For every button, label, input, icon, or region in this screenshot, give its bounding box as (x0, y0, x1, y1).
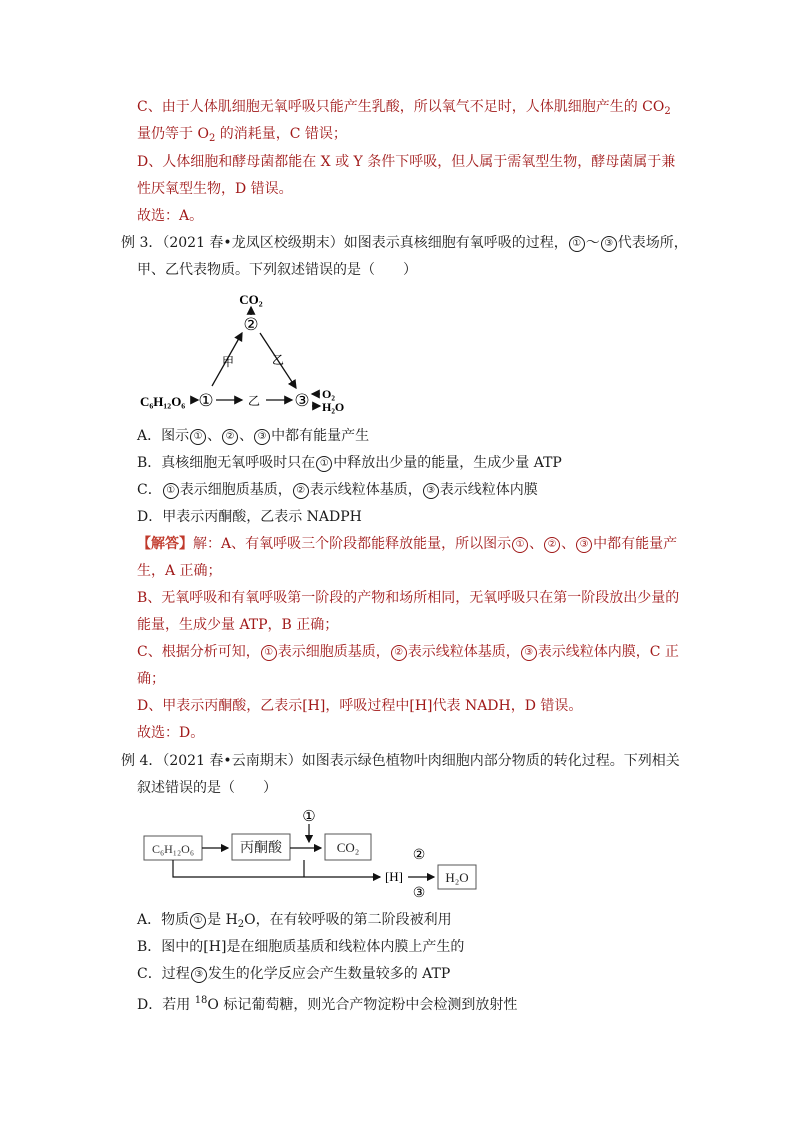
pyruvate-label: 丙酮酸 (240, 841, 282, 856)
text: 中都有能量产生 (271, 428, 370, 444)
solution-line6: 确； (137, 671, 165, 687)
node-3: ③ (294, 391, 310, 410)
text: 中都有能量产 (593, 536, 678, 552)
respiration-cycle-diagram (136, 288, 366, 418)
h2o-label: H₂O (445, 870, 469, 885)
co2-label: CO₂ (239, 292, 263, 307)
example3-option-b (137, 453, 562, 473)
node-1: ① (198, 391, 214, 410)
circled-1: ① (190, 913, 206, 929)
solution-line4: 能量，生成少量 ATP，B 正确； (137, 617, 339, 633)
example3-question-line1 (121, 233, 688, 253)
example4-option-c (137, 964, 450, 984)
glucose-label: C₆H₁₂O₆ (140, 394, 186, 409)
text: ～ (585, 235, 600, 251)
circled-1: ① (163, 483, 179, 499)
solution-tag: 【解答】 (137, 536, 193, 552)
solution-line2: 生，A 正确； (137, 563, 222, 579)
line-glucose-to-h (173, 860, 380, 877)
circled-3: ③ (423, 483, 439, 499)
circled-1: ① (316, 456, 332, 472)
option-d-explanation-line1: D、人体细胞和酵母菌都能在 X 或 Y 条件下呼吸，但人属于需氧型生物，酵母菌属于兼 (137, 154, 676, 170)
text: A．物质 (137, 912, 190, 928)
example4-question-line1: 例 4．（2021 春•云南期末）如图表示绿色植物叶肉细胞内部分物质的转化过程。下列相关 (121, 753, 680, 769)
option-d-explanation-line2: 性厌氧型生物，D 错误。 (137, 181, 293, 197)
text: C．过程 (137, 966, 190, 982)
text: 解：A、有氧呼吸三个阶段都能释放能量，所以图示 (193, 536, 512, 552)
label-2: ② (412, 848, 426, 863)
circled-1: ① (569, 236, 585, 252)
text: 表示细胞质基质， (277, 644, 390, 660)
circled-3: ③ (601, 236, 617, 252)
h-label: [H] (384, 869, 404, 884)
text: D．若用 (137, 997, 195, 1013)
text: 量仍等于 O (137, 126, 209, 142)
text: 的消耗量，C 错误； (215, 126, 347, 142)
co2-label: CO₂ (336, 840, 360, 855)
label-yi-right: 乙 (271, 353, 285, 367)
text: B．真核细胞无氧呼吸时只在 (137, 455, 316, 471)
solution-line1: 【解答】解：A、有氧呼吸三个阶段都能释放能量，所以图示 ① 、 ② 、 ③ 中都有能量产 (137, 536, 678, 552)
solution-line7: D、甲表示丙酮酸，乙表示[H]，呼吸过程中[H]代表 NADH，D 错误。 (137, 698, 583, 714)
example3-option-d: D．甲表示丙酮酸，乙表示 NADPH (137, 509, 362, 525)
circled-2: ② (293, 483, 309, 499)
example4-option-a (137, 910, 452, 935)
text: O 标记葡萄糖，则光合产物淀粉中会检测到放射性 (207, 997, 518, 1013)
answer-line: 故选：D。 (137, 725, 205, 741)
glucose-label: C₆H₁₂O₆ (151, 842, 195, 856)
text: 表示线粒体内膜 (439, 482, 538, 498)
subscript: 2 (664, 106, 671, 117)
text: C、根据分析可知， (137, 644, 260, 660)
answer-line: 故选：A。 (137, 208, 204, 224)
solution-line5 (137, 642, 679, 662)
text: 表示线粒体内膜，C 正 (537, 644, 679, 660)
example4-option-d (137, 991, 517, 1015)
o2-label: O₂ (322, 387, 335, 401)
circled-3: ③ (521, 645, 537, 661)
circled-2: ② (222, 429, 238, 445)
option-c-explanation-line2 (137, 124, 347, 149)
label-1: ① (302, 809, 316, 825)
option-c-explanation-line1 (137, 97, 671, 122)
text: 例 3．（2021 春•龙凤区校级期末）如图表示真核细胞有氧呼吸的过程， (121, 235, 568, 251)
example3-option-c: C． ① 表示细胞质基质， ② 表示线粒体基质， ③ 表示线粒体内膜 (137, 482, 538, 498)
example3-question-line2: 甲、乙代表物质。下列叙述错误的是（ ） (137, 262, 417, 278)
superscript: 18 (194, 995, 208, 1006)
circled-1: ① (512, 537, 528, 553)
text: 表示细胞质基质， (179, 482, 292, 498)
example4-question-line2: 叙述错误的是（ ） (137, 780, 277, 796)
h2o-label: H₂O (322, 400, 345, 414)
text: 发生的化学反应会产生数量较多的 ATP (207, 966, 451, 982)
text: O，在有较呼吸的第二阶段被利用 (244, 912, 452, 928)
subscript: 2 (237, 919, 245, 930)
text: 是 H (207, 912, 238, 928)
label-3: ③ (412, 886, 426, 901)
example4-option-b: B．图中的[H]是在细胞质基质和线粒体内膜上产生的 (137, 939, 465, 955)
example3-option-a: A．图示 ① 、 ② 、 ③ 中都有能量产生 (137, 428, 370, 444)
circled-2: ② (544, 537, 560, 553)
node-2: ② (243, 315, 259, 334)
text: A．图示 (137, 428, 190, 444)
text: 中释放出少量的能量，生成少量 ATP (333, 455, 562, 471)
circled-1: ① (261, 645, 277, 661)
circled-3: ③ (576, 537, 592, 553)
circled-2: ② (391, 645, 407, 661)
circled-3: ③ (254, 429, 270, 445)
label-jia: 甲 (221, 355, 235, 369)
substance-conversion-diagram (142, 806, 482, 902)
text: C、由于人体肌细胞无氧呼吸只能产生乳酸，所以氧气不足时，人体肌细胞产生的 CO (137, 99, 665, 115)
label-yi-bottom: 乙 (247, 394, 261, 408)
solution-line3: B、无氧呼吸和有氧呼吸第一阶段的产物和场所相同，无氧呼吸只在第一阶段放出少量的 (137, 590, 680, 606)
subscript: 2 (208, 133, 216, 144)
text: 表示线粒体基质， (309, 482, 422, 498)
text: 表示线粒体基质， (407, 644, 520, 660)
circled-3: ③ (191, 967, 207, 983)
circled-1: ① (190, 429, 206, 445)
text: 代表场所， (617, 235, 688, 251)
